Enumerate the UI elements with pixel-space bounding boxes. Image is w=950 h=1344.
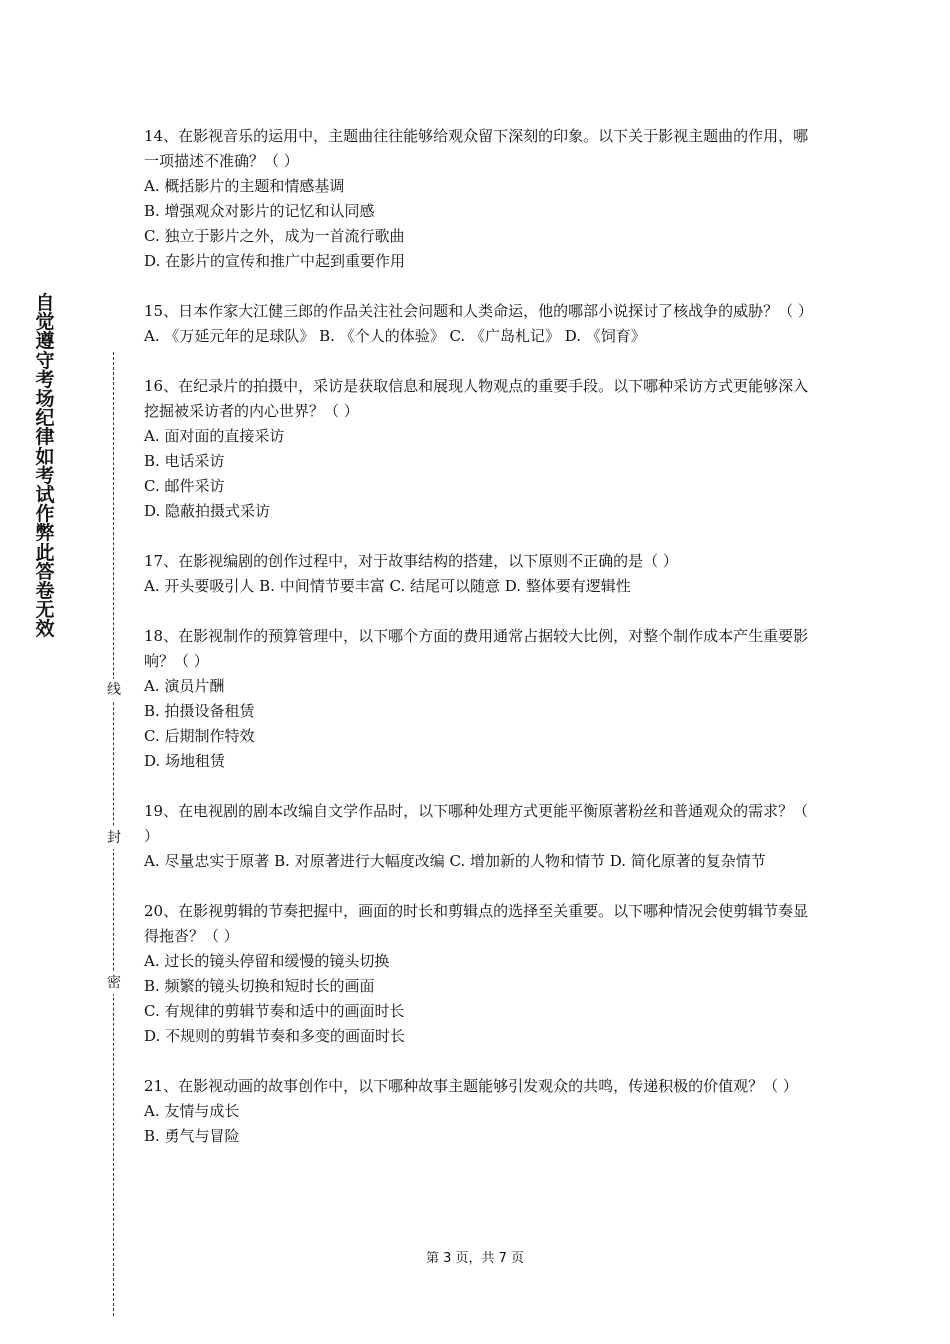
question-14 bbox=[144, 124, 810, 274]
option-a: A. 友情与成长 bbox=[144, 1102, 240, 1120]
option-c: C. 后期制作特效 bbox=[144, 727, 255, 745]
option-d: D. 隐蔽拍摄式采访 bbox=[144, 502, 271, 520]
option-c: C. 邮件采访 bbox=[144, 477, 225, 495]
option-a: A. 面对面的直接采访 bbox=[144, 427, 285, 445]
option-a: A. 过长的镜头停留和缓慢的镜头切换 bbox=[144, 952, 390, 970]
question-18 bbox=[144, 624, 810, 774]
binding-label-seal: 封 bbox=[104, 827, 124, 849]
question-list bbox=[144, 124, 813, 1174]
option-c: C. 有规律的剪辑节奏和适中的画面时长 bbox=[144, 1002, 405, 1020]
question-stem: 19、在电视剧的剧本改编自文学作品时，以下哪种处理方式更能平衡原著粉丝和普通观众的需求？（ ） bbox=[144, 802, 809, 845]
option-c: C. 独立于影片之外，成为一首流行歌曲 bbox=[144, 227, 405, 245]
option-a: A. 演员片酬 bbox=[144, 677, 225, 695]
question-20 bbox=[144, 899, 810, 1049]
option-b: B. 频繁的镜头切换和短时长的画面 bbox=[144, 977, 375, 995]
options-inline: A. 《万延元年的足球队》 B. 《个人的体验》 C. 《广岛札记》 D. 《饲育》 bbox=[144, 327, 646, 345]
option-b: B. 拍摄设备租赁 bbox=[144, 702, 255, 720]
question-stem: 15、日本作家大江健三郎的作品关注社会问题和人类命运，他的哪部小说探讨了核战争的威胁？（ ） bbox=[144, 302, 813, 320]
question-15 bbox=[144, 299, 813, 349]
question-16 bbox=[144, 374, 810, 524]
exam-discipline-notice: 自觉遵守考场纪律如考试作弊此答卷无效 bbox=[35, 292, 55, 641]
options-inline: A. 开头要吸引人 B. 中间情节要丰富 C. 结尾可以随意 D. 整体要有逻辑性 bbox=[144, 577, 631, 595]
option-b: B. 电话采访 bbox=[144, 452, 225, 470]
option-a: A. 概括影片的主题和情感基调 bbox=[144, 177, 345, 195]
options-inline: A. 尽量忠实于原著 B. 对原著进行大幅度改编 C. 增加新的人物和情节 D. 简化原著的复杂情节 bbox=[144, 852, 766, 870]
question-stem: 18、在影视制作的预算管理中，以下哪个方面的费用通常占据较大比例，对整个制作成本产生重要影响？（ ） bbox=[144, 627, 809, 670]
question-19 bbox=[144, 799, 810, 874]
option-d: D. 场地租赁 bbox=[144, 752, 226, 770]
page-number-footer: 第 3 页，共 7 页 bbox=[425, 1251, 525, 1266]
question-stem: 20、在影视剪辑的节奏把握中，画面的时长和剪辑点的选择至关重要。以下哪种情况会使剪辑节奏显得拖沓？（ ） bbox=[144, 902, 809, 945]
question-stem: 21、在影视动画的故事创作中，以下哪种故事主题能够引发观众的共鸣，传递积极的价值观？（ ） bbox=[144, 1077, 798, 1095]
option-d: D. 不规则的剪辑节奏和多变的画面时长 bbox=[144, 1027, 406, 1045]
question-stem: 14、在影视音乐的运用中，主题曲往往能够给观众留下深刻的印象。以下关于影视主题曲的作用，哪一项描述不准确？（ ） bbox=[144, 127, 809, 170]
option-b: B. 勇气与冒险 bbox=[144, 1127, 240, 1145]
question-stem: 16、在纪录片的拍摄中，采访是获取信息和展现人物观点的重要手段。以下哪种采访方式更能够深入挖掘被采访者的内心世界？（ ） bbox=[144, 377, 809, 420]
option-d: D. 在影片的宣传和推广中起到重要作用 bbox=[144, 252, 406, 270]
binding-label-secret: 密 bbox=[104, 972, 124, 994]
question-21 bbox=[144, 1074, 810, 1149]
question-stem: 17、在影视编剧的创作过程中，对于故事结构的搭建，以下原则不正确的是（ ） bbox=[144, 552, 678, 570]
question-17 bbox=[144, 549, 810, 599]
binding-label-line: 线 bbox=[104, 679, 124, 701]
option-b: B. 增强观众对影片的记忆和认同感 bbox=[144, 202, 375, 220]
